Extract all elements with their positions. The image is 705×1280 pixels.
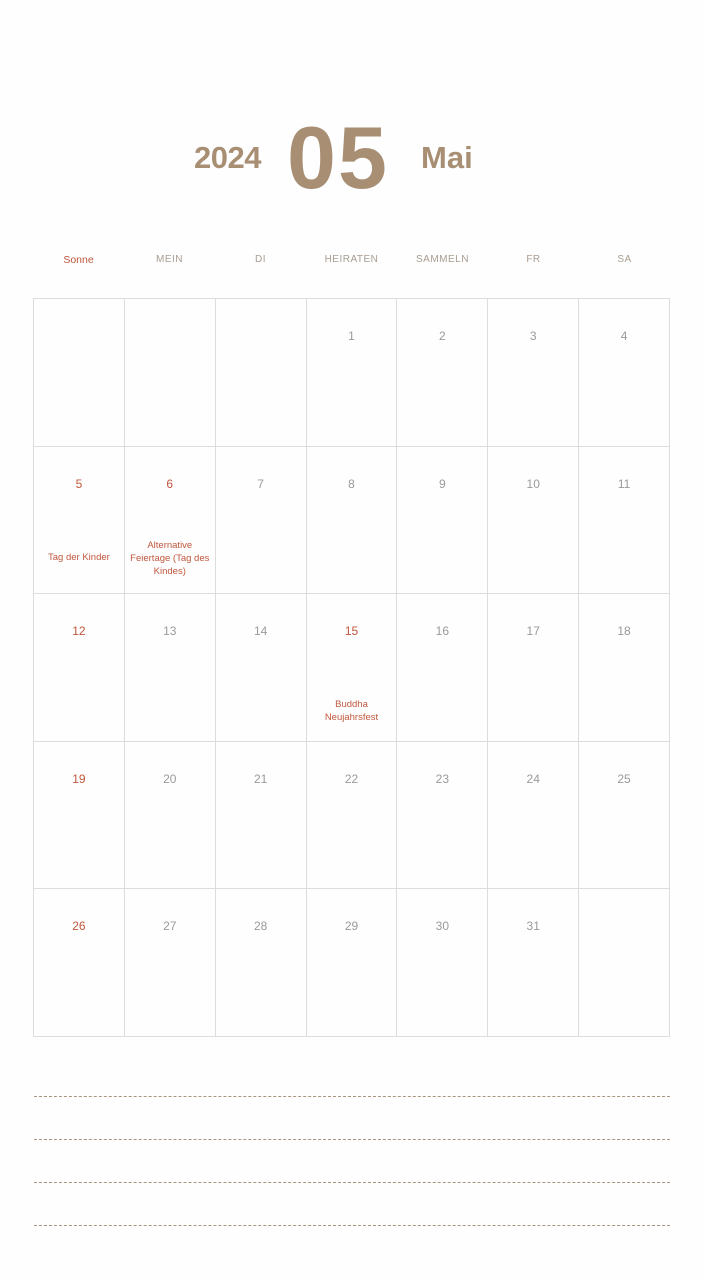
calendar-day-cell[interactable] [579, 447, 670, 595]
calendar-day-cell[interactable] [397, 889, 488, 1037]
calendar-day-cell[interactable] [397, 742, 488, 890]
weekday-label: MEIN [156, 254, 183, 265]
day-number: 31 [526, 919, 540, 934]
day-number: 16 [435, 624, 450, 639]
holiday-label: Tag der Kinder [48, 551, 110, 563]
calendar-day-cell[interactable] [488, 889, 579, 1037]
day-number: 6 [166, 476, 174, 491]
calendar-day-cell[interactable] [307, 889, 398, 1037]
day-number: 25 [617, 771, 631, 786]
day-number: 30 [435, 919, 450, 934]
calendar-header [0, 108, 705, 208]
note-line[interactable] [34, 1182, 670, 1183]
calendar-day-cell[interactable] [488, 447, 579, 595]
calendar-day-cell[interactable] [34, 889, 125, 1037]
day-number: 13 [163, 624, 177, 639]
day-number: 27 [163, 919, 177, 934]
calendar-day-cell[interactable] [34, 742, 125, 890]
day-number: 12 [72, 624, 86, 639]
day-number: 11 [617, 476, 631, 491]
calendar-day-cell[interactable] [34, 447, 125, 595]
calendar-day-cell[interactable] [307, 447, 398, 595]
weekday-label: Sonne [63, 254, 94, 266]
weekday-label: FR [526, 254, 541, 265]
day-number: 29 [344, 919, 359, 934]
day-number: 22 [344, 771, 359, 786]
calendar-day-cell[interactable] [34, 594, 125, 742]
weekday-label: HEIRATEN [324, 254, 379, 265]
year-label: 2024 [194, 140, 261, 175]
day-number: 28 [253, 919, 268, 934]
day-number: 8 [348, 476, 355, 491]
calendar-grid [33, 298, 670, 1037]
day-number: 4 [620, 329, 628, 343]
day-number: 18 [617, 624, 631, 639]
day-number: 19 [72, 771, 86, 786]
calendar-day-cell[interactable] [125, 889, 216, 1037]
calendar-day-cell[interactable] [488, 742, 579, 890]
calendar-day-cell [125, 299, 216, 447]
note-line[interactable] [34, 1139, 670, 1140]
calendar-day-cell[interactable] [397, 299, 488, 447]
day-number: 1 [348, 329, 355, 343]
day-number: 9 [439, 476, 446, 491]
note-line[interactable] [34, 1225, 670, 1226]
calendar-day-cell[interactable] [488, 299, 579, 447]
day-number: 20 [163, 771, 177, 786]
calendar-day-cell [34, 299, 125, 447]
weekday-label: DI [255, 254, 266, 265]
day-number: 15 [344, 624, 359, 639]
calendar-day-cell[interactable] [397, 447, 488, 595]
calendar-day-cell[interactable] [307, 594, 398, 742]
calendar-day-cell[interactable] [216, 594, 307, 742]
calendar-day-cell[interactable] [125, 594, 216, 742]
calendar-day-cell[interactable] [307, 742, 398, 890]
day-number: 26 [72, 919, 86, 934]
calendar-day-cell[interactable] [579, 742, 670, 890]
day-number: 10 [526, 476, 540, 491]
month-name: Mai [421, 140, 473, 175]
day-number: 17 [526, 624, 540, 639]
calendar-day-cell[interactable] [125, 742, 216, 890]
calendar-day-cell[interactable] [216, 742, 307, 890]
calendar-day-cell[interactable] [307, 299, 398, 447]
day-number: 24 [526, 771, 540, 786]
calendar-day-cell [579, 889, 670, 1037]
calendar-day-cell[interactable] [579, 299, 670, 447]
day-number: 21 [253, 771, 268, 786]
holiday-label: Buddha Neujahrsfest [324, 699, 379, 724]
day-number: 23 [435, 771, 450, 786]
calendar-day-cell[interactable] [125, 447, 216, 595]
weekday-label: SAMMELN [416, 254, 469, 265]
month-number: 05 [287, 108, 389, 207]
weekday-label: SA [617, 254, 632, 265]
weekday-header-row [33, 254, 670, 266]
day-number: 3 [529, 329, 537, 343]
calendar-day-cell[interactable] [488, 594, 579, 742]
calendar-day-cell[interactable] [397, 594, 488, 742]
calendar-day-cell[interactable] [216, 889, 307, 1037]
notes-area [34, 1096, 670, 1268]
calendar-day-cell[interactable] [216, 447, 307, 595]
day-number: 14 [253, 624, 268, 639]
note-line[interactable] [34, 1096, 670, 1097]
calendar-day-cell [216, 299, 307, 447]
day-number: 2 [439, 329, 446, 343]
day-number: 5 [75, 476, 83, 491]
calendar-day-cell[interactable] [579, 594, 670, 742]
day-number: 7 [257, 476, 264, 491]
holiday-label: Alternative Feiertage (Tag des Kindes) [130, 539, 210, 577]
